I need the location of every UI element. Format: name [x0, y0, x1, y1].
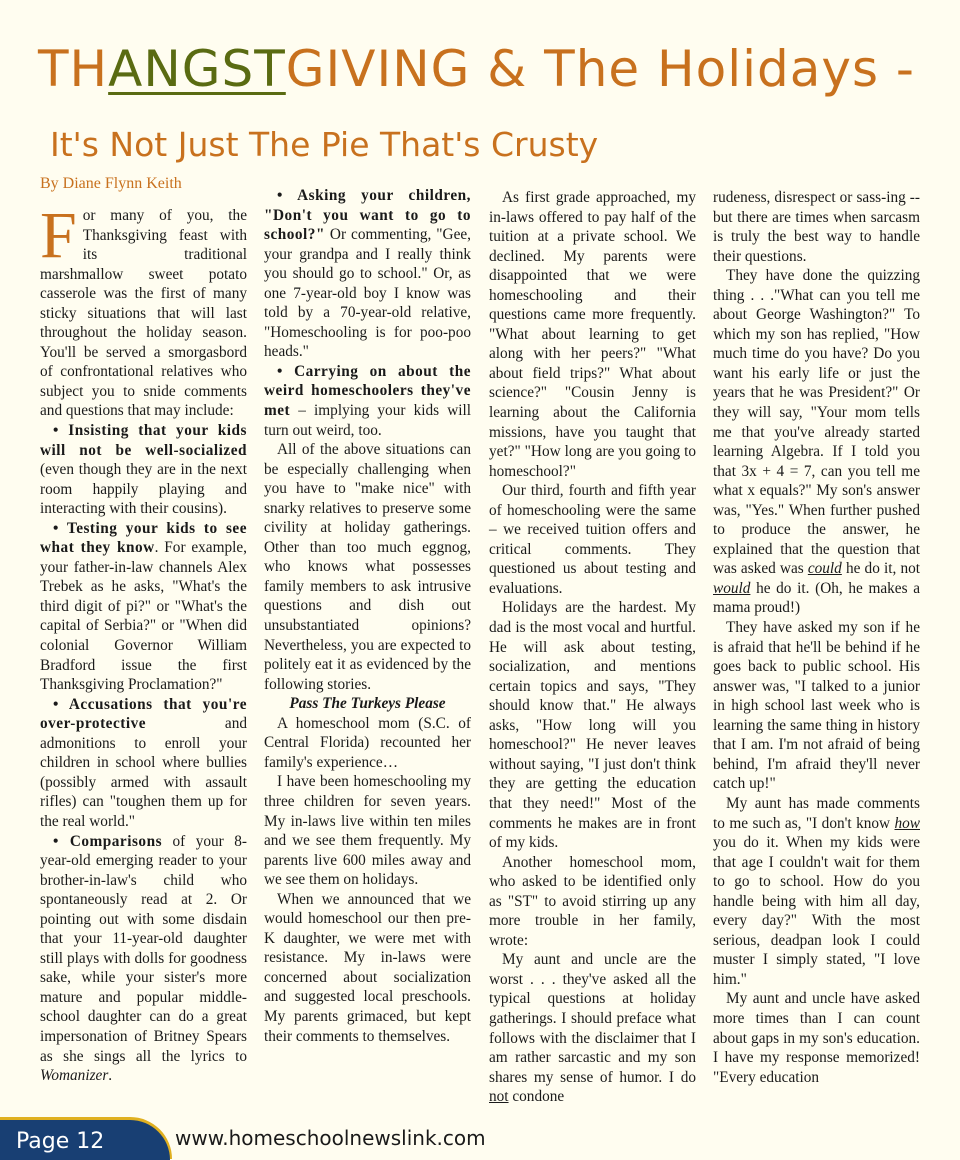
bullet-item: • Asking your children, "Don't you want to go to school?" Or commenting, "Gee, your grandpa and I really think you should go to school." Or, as one 7-year-old boy I know was told by a 70-year-old relative, "Homeschooling is for poo-poo heads." — [264, 187, 471, 361]
paragraph: For many of you, the Thanksgiving feast with its traditional marshmallow sweet potato casserole was the first of many sticky situations that will last throughout the holiday season. You'll be served a smorgasbord of confrontational relatives who subject you to snide comments and questions that may include: — [40, 199, 247, 420]
paragraph: A homeschool mom (S.C. of Central Florida) recounted her family's experience… — [264, 714, 471, 771]
paragraph: As first grade approached, my in-laws offered to pay half of the tuition at a private school. We declined. My parents were disappointed that we were homeschooling and their questions came more frequently. "What about learning to get along with her peers?" "What about field trips?" What about science?" "Cousin Jenny is learning about the California missions, have you taught that yet?" "How long are you going to homeschool?" — [489, 189, 696, 480]
column-4 — [713, 188, 920, 1087]
website-url: www.homeschoolnewslink.com — [175, 1126, 486, 1150]
paragraph: My aunt has made comments to me such as, "I don't know how you do it. When my kids were that age I couldn't wait for them to go to school. How do you handle being with him all day, every day?" With the most serious, deadpan look I could muster I simply stated, "I love him." — [713, 794, 920, 988]
paragraph: My aunt and uncle are the worst . . . they've asked all the typical questions at holiday gatherings. I should preface what follows with the disclaimer that I am rather sarcastic and my son shares my sense of humor. I do not condone — [489, 951, 696, 1106]
article-title: THANGSTGIVING & The Holidays - — [38, 40, 915, 98]
column-1 — [40, 199, 247, 1086]
paragraph: Another homeschool mom, who asked to be identified only as "ST" to avoid stirring up any more trouble in her family, wrote: — [489, 853, 696, 949]
paragraph: I have been homeschooling my three children for seven years. My in-laws live within ten miles and we see them frequently. My parents live 600 miles away and we see them on holidays. — [264, 773, 471, 889]
byline: By Diane Flynn Keith — [40, 175, 182, 192]
article-subtitle: It's Not Just The Pie That's Crusty — [50, 125, 599, 164]
bullet-item: • Testing your kids to see what they know. For example, your father-in-law channels Alex Trebek as he asks, "What's the third digit of pi?" or "What's the capital of Serbia?" or "When did colonial Governor William Bradford issue the first Thanksgiving Proclamation?" — [40, 519, 247, 694]
paragraph: rudeness, disrespect or sass-ing -- but there are times when sarcasm is truly the best way to handle their questions. — [713, 189, 920, 265]
paragraph: When we announced that we would homeschool our then pre-K daughter, we were met with resistance. My in-laws were concerned about socialization and suggested local preschools. My parents grimaced, but kept their comments to themselves. — [264, 890, 471, 1045]
bullet-item: • Comparisons of your 8-year-old emerging reader to your brother-in-law's child who spontaneously read at 2. Or pointing out with some disdain that your 11-year-old daughter still plays with dolls for goodness sake, while your sister's more mature and popular middle-school daughter can do a great impersonation of Britney Spears as she sings all the lyrics to Womanizer. — [40, 832, 247, 1085]
column-3 — [489, 188, 696, 1107]
bullet-item: • Accusations that you're over-protective and admonitions to enroll your children in school where bullies (possibly armed with assault rifles) can "toughen them up for the real world." — [40, 695, 247, 830]
bullet-item: • Carrying on about the weird homeschoolers they've met – implying your kids will turn out weird, too. — [264, 362, 471, 439]
drop-cap: F — [40, 199, 77, 272]
paragraph: They have asked my son if he is afraid that he'll be behind if he goes back to public school. His answer was, "I talked to a junior in high school last week who is learning the same thing in history that I am. I'm not afraid of being behind, I'm afraid they'll never catch up!" — [713, 619, 920, 793]
paragraph: My aunt and uncle have asked more times than I can count about gaps in my son's education. I have my response memorized! "Every education — [713, 990, 920, 1086]
paragraph: Holidays are the hardest. My dad is the most vocal and hurtful. He will ask about testing, socialization, and mentions certain topics and says, "They should know that." He always asks, "How long will you homeschool?" He never leaves without saying, "I just don't think they are getting the education that they need!" Most of the comments he makes are in front of my kids. — [489, 599, 696, 852]
paragraph: They have done the quizzing thing . . ."What can you tell me about George Washington?" To which my son has replied, "How much time do you have? Do you want his early life or just the years that he was President?" Or they will say, "Your mom tells me that you've already started learning Algebra. If I told you that 3x + 4 = 7, can you tell me what x equals?" My son's answer was, "Yes." When further pushed to produce the answer, he explained that the question that was asked was could he do it, not would he do it. (Oh, he makes a mama proud!) — [713, 267, 920, 617]
column-2 — [264, 186, 471, 1046]
section-subheading: Pass The Turkeys Please — [289, 695, 446, 713]
paragraph: Our third, fourth and fifth year of homeschooling were the same – we received tuition offers and critical comments. They questioned us about testing and evaluations. — [489, 482, 696, 597]
bullet-item: • Insisting that your kids will not be well-socialized (even though they are in the next room happily playing and interacting with their cousins). — [40, 422, 247, 518]
page-number: Page 12 — [16, 1129, 105, 1154]
paragraph: All of the above situations can be especially challenging when you have to "make nice" with snarky relatives to preserve some civility at holiday gatherings. Other than too much eggnog, who knows what possesses family members to ask intrusive questions and dish out unsubstantiated opinions? Nevertheless, you are expected to politely eat it as evidenced by the following stories. — [264, 441, 471, 693]
